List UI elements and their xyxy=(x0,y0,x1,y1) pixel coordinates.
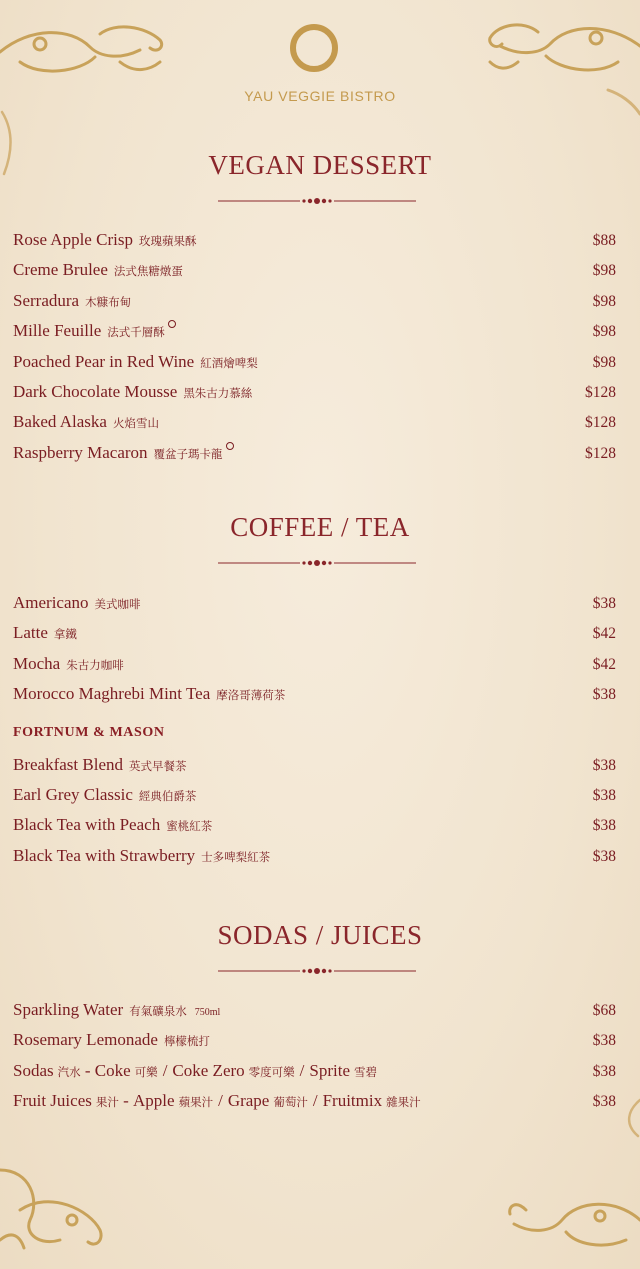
ornament-bottom-left-icon xyxy=(0,1160,120,1252)
menu-item xyxy=(13,1030,616,1056)
option-name: Sprite xyxy=(309,1061,350,1080)
item-name-zh: 汽水 xyxy=(57,1067,81,1079)
divider-ornament-icon xyxy=(218,196,416,206)
menu-item xyxy=(13,654,616,680)
item-name: Fruit Juices xyxy=(13,1091,92,1110)
ornament-right-lower-icon xyxy=(620,1098,640,1138)
item-name: Baked Alaska xyxy=(13,412,107,431)
item-name: Earl Grey Classic xyxy=(13,785,133,804)
item-name: Sodas xyxy=(13,1061,54,1080)
divider-ornament-icon xyxy=(218,558,416,568)
menu-item xyxy=(13,352,616,378)
item-volume: 750ml xyxy=(194,1007,221,1018)
item-name-zh: 檸檬梳打 xyxy=(163,1036,210,1048)
item-name-zh: 玫瑰蘋果酥 xyxy=(138,236,197,248)
item-price: $42 xyxy=(592,656,616,673)
menu-item xyxy=(13,785,616,811)
item-name: Black Tea with Strawberry xyxy=(13,846,196,865)
item-price: $98 xyxy=(592,262,616,279)
menu-item xyxy=(13,443,616,469)
option-name-zh: 雪碧 xyxy=(354,1067,377,1079)
option-name: Fruitmix xyxy=(322,1091,383,1110)
menu-item xyxy=(13,412,616,438)
item-name-zh: 法式焦糖燉蛋 xyxy=(113,266,183,278)
menu-item xyxy=(13,815,616,841)
item-name-zh: 蜜桃紅茶 xyxy=(166,821,213,833)
section-title-coffee: COFFEE / TEA xyxy=(230,512,410,542)
item-price: $38 xyxy=(592,1032,616,1049)
menu-item xyxy=(13,755,616,781)
item-name: Dark Chocolate Mousse xyxy=(13,382,178,401)
item-name-zh: 火焰雪山 xyxy=(112,418,159,430)
brand-name: YAU VEGGIE BISTRO xyxy=(244,88,396,104)
item-name: Poached Pear in Red Wine xyxy=(13,352,195,371)
item-name-zh: 木糠布甸 xyxy=(85,297,132,309)
item-name: Rosemary Lemonade xyxy=(13,1030,158,1049)
item-name-zh: 果汁 xyxy=(95,1097,119,1109)
item-name: Breakfast Blend xyxy=(13,755,123,774)
ornament-top-right-icon xyxy=(488,18,640,82)
item-price: $128 xyxy=(585,414,616,431)
option-name-zh: 可樂 xyxy=(134,1067,158,1079)
subheading-fortnum-mason: FORTNUM & MASON xyxy=(13,725,165,740)
item-price: $38 xyxy=(592,848,616,865)
item-name: Morocco Maghrebi Mint Tea xyxy=(13,684,211,703)
item-name: Sparkling Water xyxy=(13,1000,124,1019)
item-price: $38 xyxy=(592,817,616,834)
item-price: $38 xyxy=(592,686,616,703)
separator: - xyxy=(80,1061,95,1080)
item-name: Serradura xyxy=(13,291,80,310)
menu-item xyxy=(13,846,616,872)
item-price: $68 xyxy=(592,1002,616,1019)
menu-item xyxy=(13,230,616,256)
section-title-sodas: SODAS / JUICES xyxy=(217,920,423,950)
option-name: Coke Zero xyxy=(172,1061,245,1080)
separator: / xyxy=(162,1061,168,1080)
item-price: $128 xyxy=(585,445,616,462)
item-price: $38 xyxy=(592,1093,616,1110)
menu-item xyxy=(13,1061,616,1087)
circle-mark-icon xyxy=(168,320,176,328)
option-name-zh: 葡萄汁 xyxy=(273,1097,308,1109)
separator: / xyxy=(218,1091,223,1110)
item-name: Mille Feuille xyxy=(13,321,102,340)
item-name-zh: 有氣礦泉水 xyxy=(129,1006,187,1018)
item-name-zh: 士多啤梨紅茶 xyxy=(201,852,271,864)
item-name-zh: 經典伯爵茶 xyxy=(138,791,197,803)
item-price: $98 xyxy=(592,354,616,371)
ornament-bottom-right-icon xyxy=(506,1190,640,1250)
ornament-top-left-icon xyxy=(0,22,170,82)
item-name: Creme Brulee xyxy=(13,260,108,279)
item-price: $128 xyxy=(585,384,616,401)
option-name-zh: 蘋果汁 xyxy=(178,1097,214,1109)
option-name: Coke xyxy=(94,1061,131,1080)
separator: / xyxy=(299,1061,305,1080)
section-title-dessert: VEGAN DESSERT xyxy=(208,150,432,180)
menu-item xyxy=(13,1091,616,1117)
menu-item xyxy=(13,684,616,710)
menu-item xyxy=(13,291,616,317)
item-name-zh: 朱古力咖啡 xyxy=(66,660,124,672)
circle-mark-icon xyxy=(226,442,234,450)
item-name-zh: 覆盆子瑪卡龍 xyxy=(153,449,223,461)
separator: / xyxy=(312,1091,318,1110)
item-name: Americano xyxy=(13,593,89,612)
item-price: $98 xyxy=(592,323,616,340)
item-name: Mocha xyxy=(13,654,61,673)
item-name: Rose Apple Crisp xyxy=(13,230,133,249)
logo-ring-icon xyxy=(288,22,340,74)
menu-item xyxy=(13,382,616,408)
divider-ornament-icon xyxy=(218,966,416,976)
item-name-zh: 法式千層酥 xyxy=(107,327,165,339)
menu-item xyxy=(13,321,616,347)
item-price: $42 xyxy=(592,625,616,642)
option-name: Apple xyxy=(133,1091,175,1110)
item-price: $38 xyxy=(592,595,616,612)
item-price: $88 xyxy=(592,232,616,249)
item-name-zh: 摩洛哥薄荷茶 xyxy=(216,690,286,702)
item-price: $38 xyxy=(592,757,616,774)
item-name: Latte xyxy=(13,623,48,642)
menu-item xyxy=(13,1000,616,1026)
item-name-zh: 美式咖啡 xyxy=(94,599,141,611)
item-name-zh: 紅酒燴啤梨 xyxy=(200,358,258,370)
item-name: Raspberry Macaron xyxy=(13,443,148,462)
item-price: $38 xyxy=(592,1063,616,1080)
item-name-zh: 英式早餐茶 xyxy=(129,761,187,773)
item-name: Black Tea with Peach xyxy=(13,815,161,834)
menu-item xyxy=(13,593,616,619)
menu-item xyxy=(13,623,616,649)
separator: - xyxy=(118,1091,134,1110)
item-name-zh: 拿鐵 xyxy=(53,629,77,641)
item-name-zh: 黑朱古力慕絲 xyxy=(183,388,253,400)
option-name: Grape xyxy=(227,1091,270,1110)
item-price: $98 xyxy=(592,293,616,310)
option-name-zh: 零度可樂 xyxy=(248,1067,295,1079)
option-name-zh: 雜果汁 xyxy=(386,1097,421,1109)
item-price: $38 xyxy=(592,787,616,804)
menu-item xyxy=(13,260,616,286)
